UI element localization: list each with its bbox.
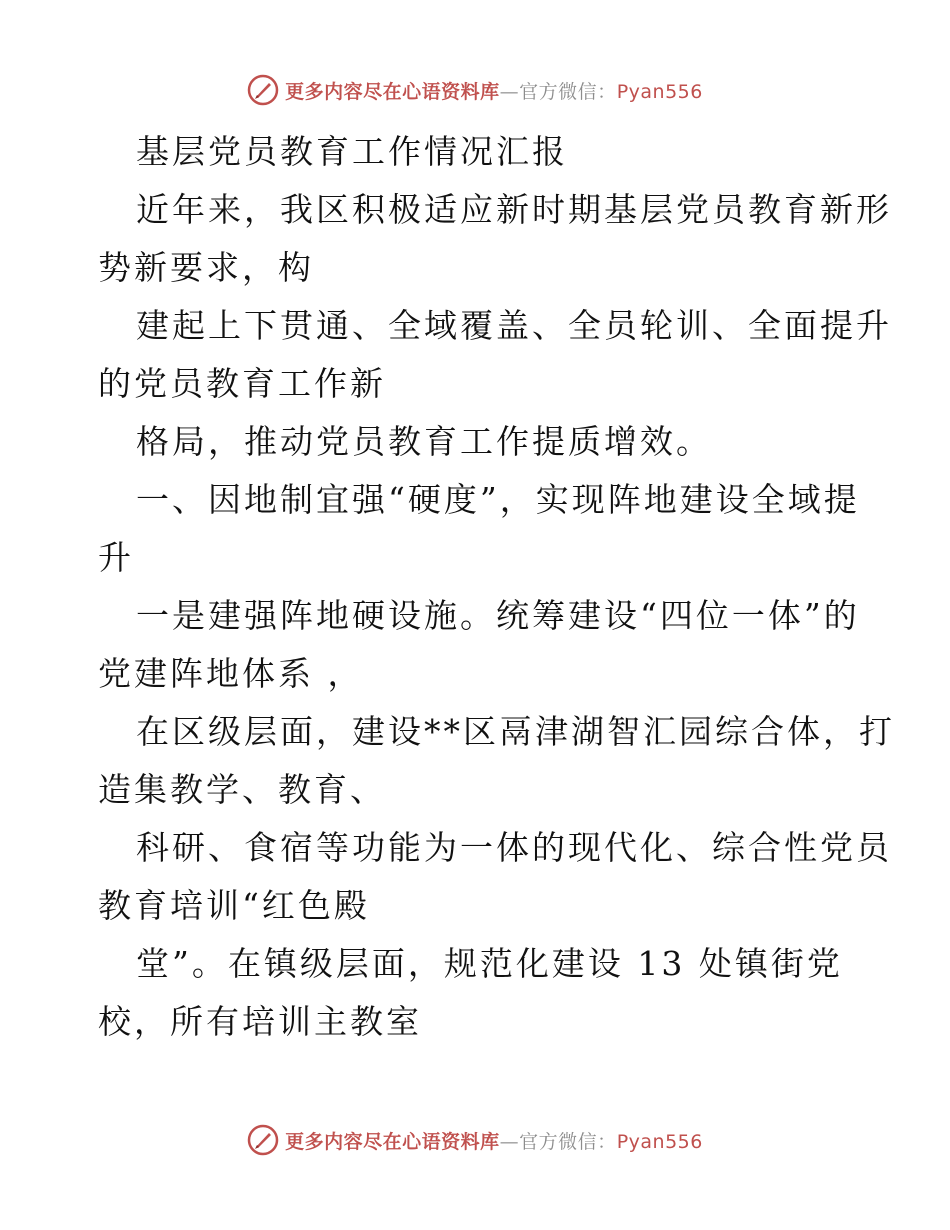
paragraph-line: 造集教学、教育、 [98,770,386,809]
paragraph-line: 在区级层面，建设**区鬲津湖智汇园综合体，打 [136,712,895,751]
paragraph-line: 科研、食宿等功能为一体的现代化、综合性党员 [136,828,892,867]
paragraph-line: 建起上下贯通、全域覆盖、全员轮训、全面提升 [136,306,892,345]
paragraph-line: 近年来，我区积极适应新时期基层党员教育新形 [136,190,892,229]
feather-pen-logo-icon [247,74,279,106]
feather-pen-logo-icon [247,1124,279,1156]
watermark-wechat-id: Pyan556 [616,1130,703,1153]
section-heading-continued: 升 [98,538,134,577]
paragraph-line: 势新要求，构 [98,248,314,287]
paragraph-line: 校，所有培训主教室 [98,1002,422,1041]
footer-watermark [0,1120,950,1160]
watermark-wechat-label: 官方微信： [519,1130,617,1153]
paragraph-line: 堂”。在镇级层面，规范化建设 13 处镇街党 [136,944,843,983]
watermark-wechat-id: Pyan556 [616,80,703,103]
paragraph-line: 一是建强阵地硬设施。统筹建设“四位一体”的 [136,596,860,635]
header-watermark [0,70,950,110]
watermark-separator: — [499,80,520,103]
section-heading: 一、因地制宜强“硬度”，实现阵地建设全域提 [136,480,860,519]
watermark-text [285,77,703,104]
paragraph-line: 党建阵地体系 ， [98,654,364,693]
watermark-wechat-label: 官方微信： [519,80,617,103]
paragraph-line: 的党员教育工作新 [98,364,386,403]
document-body [98,123,895,1051]
watermark-separator: — [499,1130,520,1153]
paragraph-line: 格局，推动党员教育工作提质增效。 [136,422,712,461]
watermark-brand: 更多内容尽在心语资料库 [285,1130,500,1153]
watermark-brand: 更多内容尽在心语资料库 [285,80,500,103]
watermark-text [285,1127,703,1154]
document-title: 基层党员教育工作情况汇报 [136,132,568,171]
paragraph-line: 教育培训“红色殿 [98,886,370,925]
